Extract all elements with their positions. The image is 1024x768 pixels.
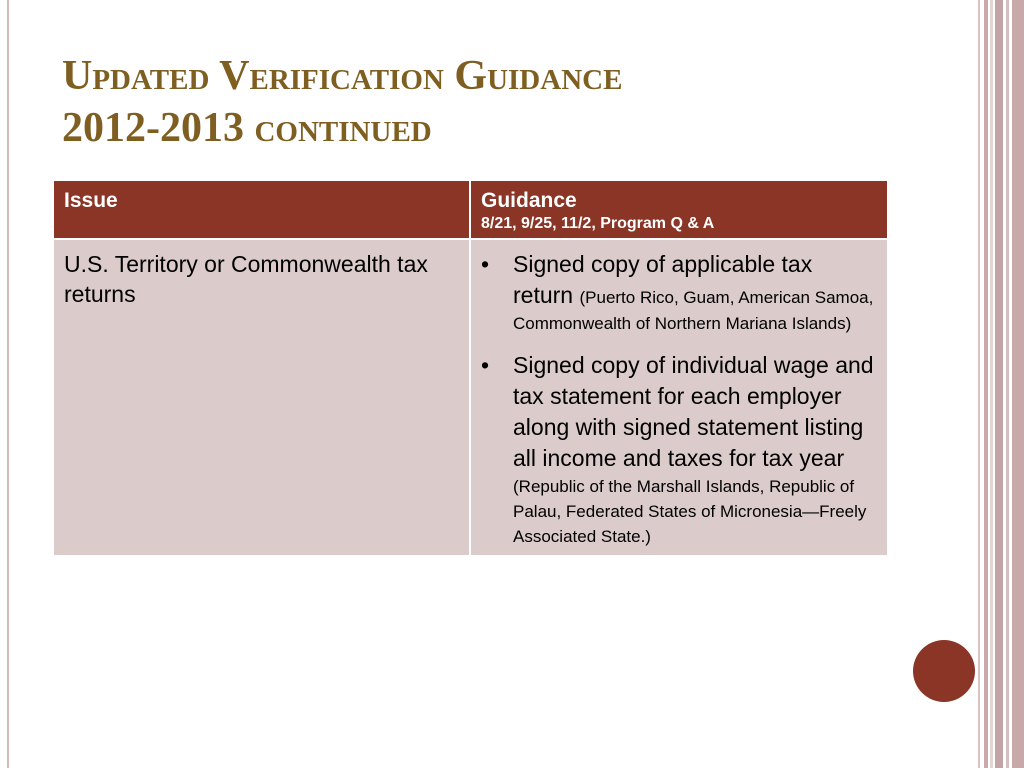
issue-text: U.S. Territory or Commonwealth tax returns: [64, 251, 428, 307]
slide-title-line-1: Updated Verification Guidance: [62, 53, 623, 99]
guidance-cell: [470, 239, 888, 556]
guidance-bullet-list: [481, 249, 877, 549]
header-issue-label: Issue: [64, 189, 118, 212]
right-decorative-stripe: [978, 0, 980, 768]
header-issue: [53, 180, 470, 239]
bullet-note-text: (Puerto Rico, Guam, American Samoa, Commonwealth of Northern Mariana Islands): [513, 288, 874, 333]
issue-cell: [53, 239, 470, 556]
decorative-circle: [913, 640, 975, 702]
bullet-icon: •: [481, 352, 490, 378]
slide-title: [62, 50, 622, 154]
table-row: [53, 239, 888, 556]
left-edge-line: [7, 0, 9, 768]
bullet-main-text: Signed copy of applicable tax return: [513, 251, 813, 308]
header-guidance-subtitle: 8/21, 9/25, 11/2, Program Q & A: [481, 215, 715, 232]
right-decorative-stripe: [990, 0, 993, 768]
bullet-icon: •: [481, 251, 490, 277]
right-decorative-stripe: [984, 0, 988, 768]
right-decorative-stripe: [995, 0, 1003, 768]
header-guidance-label: Guidance: [481, 189, 577, 212]
right-decorative-stripe: [1006, 0, 1009, 768]
header-guidance: [470, 180, 888, 239]
guidance-table: [52, 179, 889, 557]
list-item: [481, 249, 877, 336]
table-header-row: [53, 180, 888, 239]
bullet-main-text: Signed copy of individual wage and tax statement for each employer along with signed statement listing all income and taxes for tax year: [513, 352, 874, 471]
bullet-note-text: (Republic of the Marshall Islands, Republic of Palau, Federated States of Micronesia—Freely Associated State.): [513, 477, 867, 546]
slide-title-line-2: 2012-2013 continued: [62, 105, 432, 151]
list-item: [481, 350, 877, 549]
right-decorative-stripe: [1012, 0, 1024, 768]
